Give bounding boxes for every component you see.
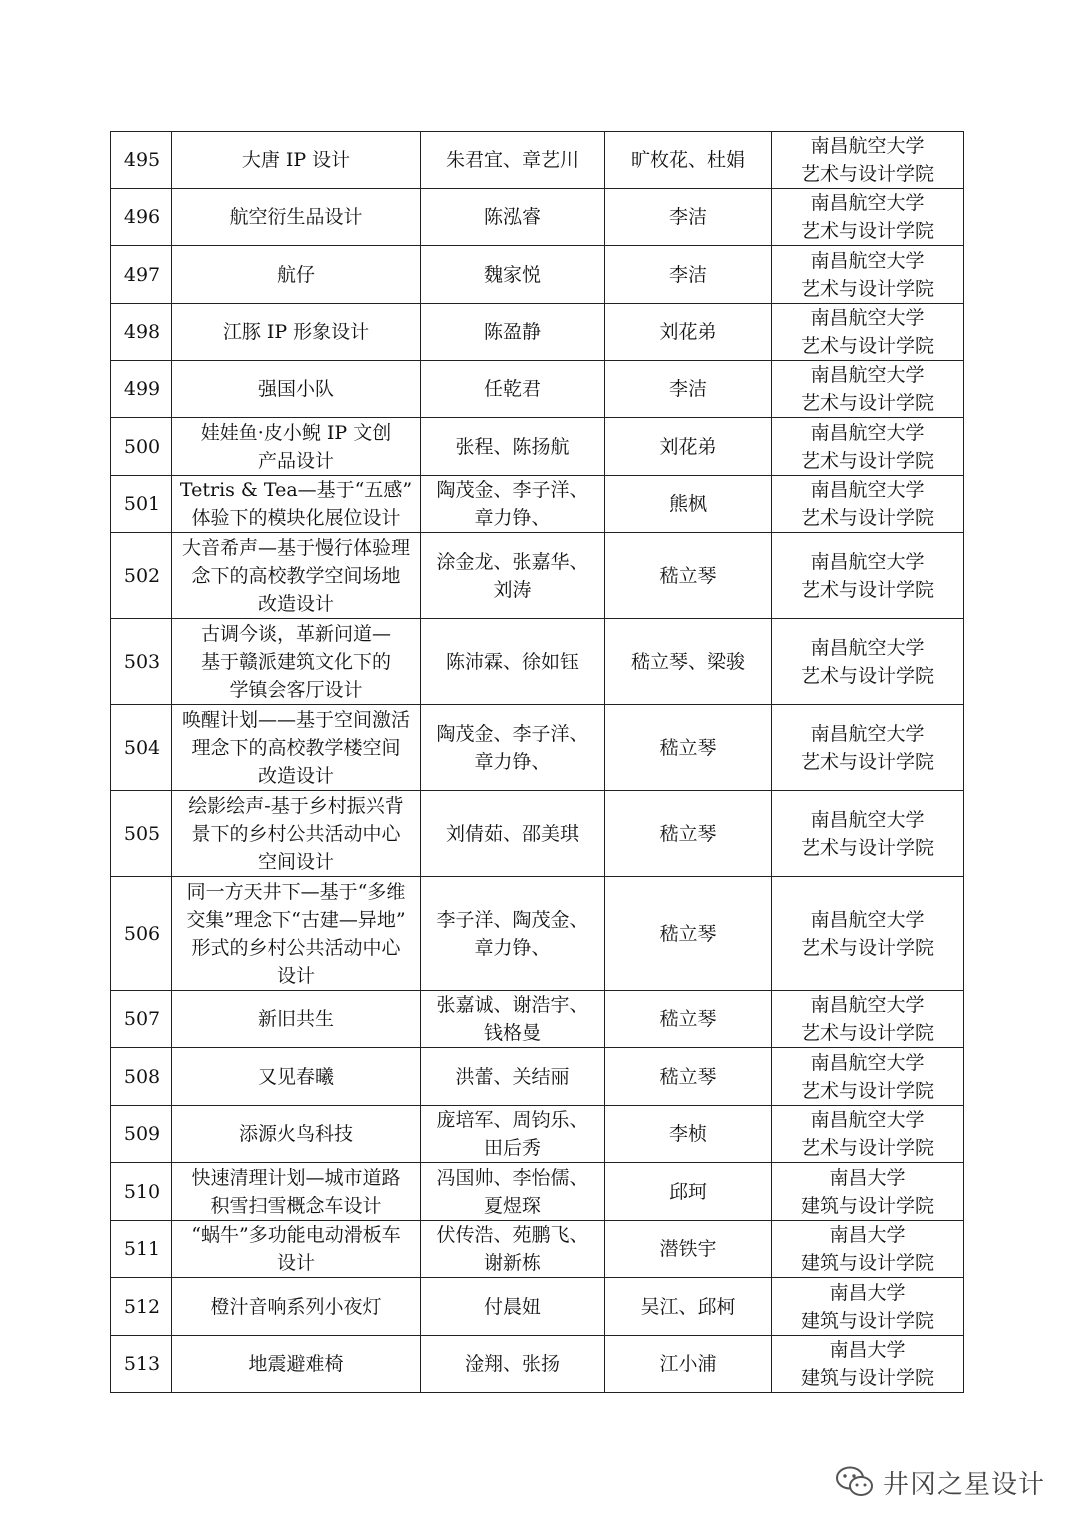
advisors-cell (605, 1336, 772, 1393)
advisor-line: 李洁 (668, 206, 707, 228)
work-title-line: 江豚 IP 形象设计 (222, 321, 370, 343)
work-title-line: 设计 (276, 1252, 315, 1274)
advisor-line: 嵇立琴 (659, 1008, 717, 1030)
table-row (111, 189, 964, 246)
work-title-line: 产品设计 (257, 449, 334, 472)
author-line: 陈盈静 (483, 321, 541, 343)
advisor-line: 李桢 (668, 1123, 707, 1145)
row-number (111, 533, 172, 619)
school-line: 艺术与设计学院 (800, 1137, 934, 1159)
school-line: 建筑与设计学院 (800, 1194, 934, 1217)
authors-cell (421, 991, 605, 1048)
table-row (111, 619, 964, 705)
school-cell (772, 132, 964, 189)
row-number-text: 506 (123, 922, 161, 945)
author-line: 庞培军、周钧乐、 (436, 1109, 589, 1131)
school-line: 南昌航空大学 (810, 1051, 925, 1074)
advisor-line: 嵇立琴 (659, 822, 717, 845)
work-title-line: 唤醒计划——基于空间激活 (181, 708, 410, 731)
author-line: 洪蕾、关结丽 (455, 1065, 570, 1088)
row-number (111, 361, 172, 418)
school-line: 艺术与设计学院 (800, 664, 934, 687)
advisors-cell (605, 533, 772, 619)
work-title-cell (172, 1048, 421, 1106)
author-line: 田后秀 (483, 1137, 541, 1159)
school-cell (772, 533, 964, 619)
advisors-cell (605, 705, 772, 791)
table-row (111, 132, 964, 189)
school-line: 南昌航空大学 (810, 994, 925, 1016)
work-title-cell (172, 619, 421, 705)
work-title-cell (172, 991, 421, 1048)
school-cell (772, 1278, 964, 1336)
school-line: 艺术与设计学院 (800, 449, 934, 472)
work-title-cell (172, 246, 421, 304)
author-line: 淦翔、张扬 (464, 1353, 560, 1375)
school-line: 南昌航空大学 (810, 249, 925, 272)
row-number-text: 511 (123, 1238, 161, 1260)
school-line: 艺术与设计学院 (800, 277, 934, 300)
authors-cell (421, 1048, 605, 1106)
authors-cell (421, 1278, 605, 1336)
authors-cell (421, 877, 605, 991)
advisor-line: 李洁 (668, 378, 707, 400)
row-number-text: 510 (123, 1180, 161, 1203)
school-cell (772, 304, 964, 361)
school-cell (772, 1163, 964, 1221)
work-title-line: 古调今谈，革新问道— (200, 622, 391, 645)
row-number-text: 497 (123, 263, 161, 286)
school-cell (772, 1221, 964, 1278)
row-number-text: 507 (123, 1008, 161, 1030)
author-line: 夏煜琛 (483, 1194, 541, 1217)
advisor-line: 邱珂 (668, 1180, 707, 1203)
row-number (111, 1278, 172, 1336)
work-title-line: 理念下的高校教学楼空间 (191, 736, 401, 759)
school-line: 南昌航空大学 (810, 479, 925, 501)
row-number-text: 503 (123, 650, 161, 673)
author-line: 伏传浩、苑鹏飞、 (436, 1224, 589, 1246)
advisors-cell (605, 791, 772, 877)
advisors-cell (605, 304, 772, 361)
advisor-line: 嵇立琴 (659, 736, 717, 759)
awards-table-body (111, 132, 964, 1393)
table-row (111, 1221, 964, 1278)
work-title-line: 设计 (276, 964, 315, 987)
row-number (111, 1048, 172, 1106)
author-line: 章力铮、 (474, 507, 551, 529)
table-row (111, 1163, 964, 1221)
school-line: 南昌航空大学 (810, 135, 925, 157)
work-title-line: 地震避难椅 (248, 1353, 344, 1375)
advisors-cell (605, 877, 772, 991)
work-title-cell (172, 533, 421, 619)
authors-cell (421, 705, 605, 791)
row-number-text: 508 (123, 1065, 161, 1088)
author-line: 冯国帅、李怡儒、 (436, 1166, 589, 1189)
work-title-cell (172, 476, 421, 533)
work-title-cell (172, 132, 421, 189)
school-line: 艺术与设计学院 (800, 1022, 934, 1044)
row-number-text: 502 (123, 564, 161, 587)
authors-cell (421, 533, 605, 619)
school-line: 南昌大学 (829, 1339, 906, 1361)
advisor-line: 嵇立琴 (659, 922, 717, 945)
school-line: 艺术与设计学院 (800, 578, 934, 601)
advisor-line: 李洁 (668, 263, 707, 286)
work-title-line: 添源火鸟科技 (238, 1123, 353, 1145)
row-number (111, 304, 172, 361)
author-line: 谢新栋 (483, 1252, 541, 1274)
authors-cell (421, 1163, 605, 1221)
row-number (111, 791, 172, 877)
authors-cell (421, 791, 605, 877)
authors-cell (421, 1336, 605, 1393)
author-line: 章力铮、 (474, 750, 551, 773)
school-cell (772, 791, 964, 877)
work-title-cell (172, 791, 421, 877)
work-title-line: 学镇会客厅设计 (229, 678, 363, 701)
row-number-text: 495 (123, 149, 161, 171)
school-line: 南昌航空大学 (810, 421, 925, 444)
row-number (111, 189, 172, 246)
work-title-cell (172, 877, 421, 991)
authors-cell (421, 361, 605, 418)
watermark-text: 井冈之星设计 (883, 1469, 1046, 1500)
author-line: 钱格曼 (483, 1022, 541, 1044)
advisors-cell (605, 991, 772, 1048)
author-line: 付晨妞 (483, 1295, 541, 1318)
work-title-cell (172, 189, 421, 246)
author-line: 刘涛 (493, 578, 532, 601)
school-line: 艺术与设计学院 (800, 836, 934, 859)
school-line: 南昌航空大学 (810, 722, 925, 745)
advisors-cell (605, 361, 772, 418)
work-title-line: 又见春曦 (257, 1065, 334, 1088)
work-title-line: 大音希声—基于慢行体验理 (181, 536, 410, 559)
school-line: 建筑与设计学院 (800, 1309, 934, 1332)
work-title-cell (172, 1163, 421, 1221)
advisor-line: 吴江、邱柯 (640, 1295, 736, 1318)
work-title-line: 绘影绘声-基于乡村振兴背 (188, 794, 404, 817)
school-cell (772, 476, 964, 533)
school-line: 南昌大学 (829, 1281, 906, 1304)
advisor-line: 嵇立琴、梁骏 (630, 650, 745, 673)
advisor-line: 旷枚花、杜娟 (630, 149, 745, 171)
work-title-cell (172, 705, 421, 791)
row-number-text: 498 (123, 321, 161, 343)
advisors-cell (605, 189, 772, 246)
row-number-text: 504 (123, 736, 161, 759)
table-row (111, 418, 964, 476)
row-number-text: 513 (123, 1353, 161, 1375)
school-line: 艺术与设计学院 (800, 750, 934, 773)
school-cell (772, 1048, 964, 1106)
advisor-line: 熊枫 (668, 493, 707, 515)
work-title-line: 强国小队 (257, 378, 334, 400)
row-number (111, 1163, 172, 1221)
table-row (111, 533, 964, 619)
work-title-line: 积雪扫雪概念车设计 (210, 1194, 382, 1217)
school-cell (772, 877, 964, 991)
author-line: 任乾君 (483, 378, 541, 400)
row-number (111, 991, 172, 1048)
advisors-cell (605, 1221, 772, 1278)
authors-cell (421, 619, 605, 705)
advisors-cell (605, 1163, 772, 1221)
author-line: 张嘉诚、谢浩宇、 (436, 994, 589, 1016)
author-line: 章力铮、 (474, 936, 551, 959)
table-row (111, 791, 964, 877)
advisor-line: 嵇立琴 (659, 1065, 717, 1088)
work-title-line: 娃娃鱼·皮小鲵 IP 文创 (200, 421, 392, 444)
author-line: 陶茂金、李子洋、 (436, 479, 589, 501)
school-line: 南昌大学 (829, 1166, 906, 1189)
school-cell (772, 705, 964, 791)
school-line: 南昌航空大学 (810, 636, 925, 659)
table-row (111, 705, 964, 791)
authors-cell (421, 1106, 605, 1163)
row-number (111, 246, 172, 304)
row-number (111, 1221, 172, 1278)
school-line: 南昌航空大学 (810, 307, 925, 329)
row-number (111, 619, 172, 705)
work-title-line: Tetris & Tea—基于“五感” (179, 479, 413, 501)
author-line: 陶茂金、李子洋、 (436, 722, 589, 745)
school-line: 艺术与设计学院 (800, 1079, 934, 1102)
authors-cell (421, 476, 605, 533)
row-number (111, 132, 172, 189)
school-cell (772, 418, 964, 476)
row-number-text: 500 (123, 435, 161, 458)
work-title-line: 快速清理计划—城市道路 (191, 1166, 401, 1189)
row-number (111, 1106, 172, 1163)
school-line: 艺术与设计学院 (800, 507, 934, 529)
school-cell (772, 1106, 964, 1163)
awards-table (110, 131, 964, 1393)
advisor-line: 江小浦 (659, 1353, 717, 1375)
author-line: 李子洋、陶茂金、 (436, 908, 589, 931)
advisors-cell (605, 418, 772, 476)
advisors-cell (605, 132, 772, 189)
author-line: 刘倩茹、邵美琪 (445, 822, 579, 845)
row-number (111, 418, 172, 476)
work-title-cell (172, 1221, 421, 1278)
work-title-line: 基于赣派建筑文化下的 (200, 650, 391, 673)
author-line: 涂金龙、张嘉华、 (436, 550, 589, 573)
advisors-cell (605, 1278, 772, 1336)
row-number-text: 512 (123, 1295, 161, 1318)
author-line: 魏家悦 (483, 263, 541, 286)
row-number-text: 501 (123, 493, 161, 515)
row-number-text: 496 (123, 206, 161, 228)
table-row (111, 476, 964, 533)
table-row (111, 1336, 964, 1393)
school-line: 艺术与设计学院 (800, 392, 934, 414)
row-number-text: 509 (123, 1123, 161, 1145)
school-line: 艺术与设计学院 (800, 220, 934, 242)
school-line: 南昌航空大学 (810, 364, 925, 386)
row-number (111, 476, 172, 533)
work-title-cell (172, 418, 421, 476)
advisor-line: 嵇立琴 (659, 564, 717, 587)
work-title-line: 念下的高校教学空间场地 (191, 564, 401, 587)
work-title-line: 新旧共生 (257, 1008, 334, 1030)
table-row (111, 1106, 964, 1163)
table-row (111, 246, 964, 304)
author-line: 陈沛霖、徐如钰 (445, 650, 579, 673)
work-title-line: 大唐 IP 设计 (241, 149, 351, 171)
work-title-cell (172, 361, 421, 418)
row-number-text: 505 (123, 822, 161, 845)
work-title-cell (172, 304, 421, 361)
work-title-line: 体验下的模块化展位设计 (191, 507, 401, 529)
author-line: 朱君宜、章艺川 (445, 149, 579, 171)
school-line: 南昌航空大学 (810, 192, 925, 214)
authors-cell (421, 246, 605, 304)
work-title-cell (172, 1106, 421, 1163)
school-line: 南昌航空大学 (810, 908, 925, 931)
school-line: 南昌航空大学 (810, 550, 925, 573)
school-cell (772, 246, 964, 304)
advisor-line: 潜铁宇 (659, 1238, 717, 1260)
row-number-text: 499 (123, 378, 161, 400)
work-title-line: 空间设计 (257, 850, 334, 873)
authors-cell (421, 304, 605, 361)
advisor-line: 刘花弟 (659, 435, 717, 458)
author-line: 陈泓睿 (483, 206, 541, 228)
authors-cell (421, 1221, 605, 1278)
authors-cell (421, 418, 605, 476)
school-line: 南昌大学 (829, 1224, 906, 1246)
wechat-icon (835, 1465, 875, 1499)
school-line: 艺术与设计学院 (800, 936, 934, 959)
work-title-line: 改造设计 (257, 764, 334, 787)
work-title-line: 交集”理念下“古建—异地” (186, 908, 406, 931)
school-line: 建筑与设计学院 (800, 1252, 934, 1274)
row-number (111, 705, 172, 791)
work-title-cell (172, 1278, 421, 1336)
school-line: 艺术与设计学院 (800, 335, 934, 357)
table-row (111, 304, 964, 361)
advisor-line: 刘花弟 (659, 321, 717, 343)
watermark (835, 1462, 1045, 1502)
advisors-cell (605, 246, 772, 304)
advisors-cell (605, 619, 772, 705)
work-title-line: 同一方天井下—基于“多维 (186, 880, 406, 903)
work-title-line: 航仔 (276, 263, 315, 286)
school-cell (772, 1336, 964, 1393)
work-title-cell (172, 1336, 421, 1393)
work-title-line: 航空衍生品设计 (229, 206, 363, 228)
work-title-line: “蜗牛”多功能电动滑板车 (191, 1224, 401, 1246)
work-title-line: 橙汁音响系列小夜灯 (210, 1295, 382, 1318)
row-number (111, 877, 172, 991)
table-row (111, 1048, 964, 1106)
row-number (111, 1336, 172, 1393)
table-row (111, 877, 964, 991)
table-row (111, 991, 964, 1048)
authors-cell (421, 189, 605, 246)
school-cell (772, 189, 964, 246)
work-title-line: 形式的乡村公共活动中心 (191, 936, 401, 959)
authors-cell (421, 132, 605, 189)
table-row (111, 361, 964, 418)
school-line: 南昌航空大学 (810, 1109, 925, 1131)
advisors-cell (605, 476, 772, 533)
school-cell (772, 619, 964, 705)
school-cell (772, 991, 964, 1048)
work-title-line: 景下的乡村公共活动中心 (191, 822, 401, 845)
school-line: 南昌航空大学 (810, 808, 925, 831)
advisors-cell (605, 1106, 772, 1163)
school-line: 艺术与设计学院 (800, 163, 934, 185)
school-cell (772, 361, 964, 418)
table-row (111, 1278, 964, 1336)
advisors-cell (605, 1048, 772, 1106)
school-line: 建筑与设计学院 (800, 1367, 934, 1389)
work-title-line: 改造设计 (257, 592, 334, 615)
author-line: 张程、陈扬航 (455, 435, 570, 458)
